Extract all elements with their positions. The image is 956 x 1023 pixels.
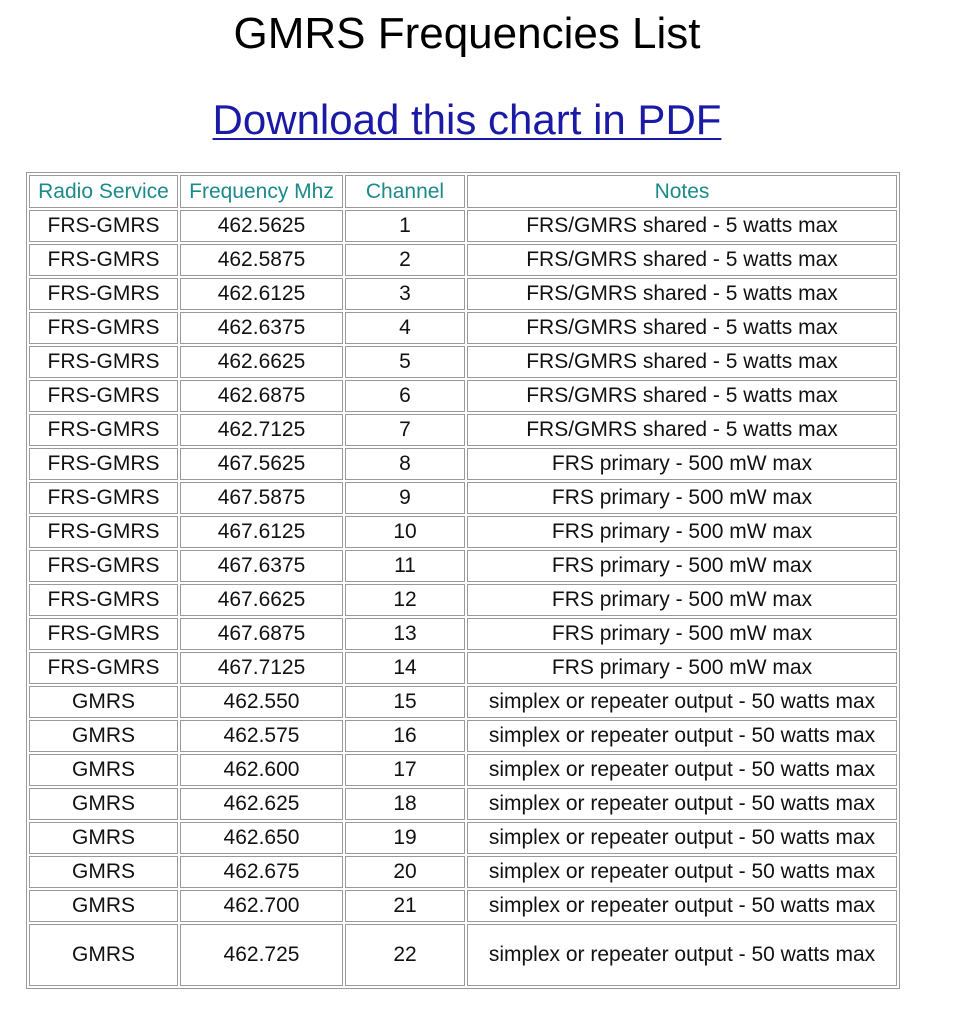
cell-radio-service: FRS-GMRS [29, 516, 178, 548]
cell-radio-service: GMRS [29, 822, 178, 854]
cell-radio-service: GMRS [29, 924, 178, 986]
cell-frequency: 462.6875 [180, 380, 343, 412]
table-row [29, 788, 897, 820]
download-pdf-link[interactable]: Download this chart in PDF [212, 96, 722, 143]
cell-notes: simplex or repeater output - 50 watts max [467, 822, 897, 854]
cell-notes: simplex or repeater output - 50 watts max [467, 754, 897, 786]
cell-frequency: 467.5875 [180, 482, 343, 514]
cell-channel: 9 [345, 482, 465, 514]
cell-channel: 7 [345, 414, 465, 446]
cell-notes: simplex or repeater output - 50 watts max [467, 686, 897, 718]
frequencies-table [26, 172, 900, 989]
cell-frequency: 467.7125 [180, 652, 343, 684]
cell-frequency: 462.675 [180, 856, 343, 888]
table-header-row [29, 175, 897, 208]
cell-notes: simplex or repeater output - 50 watts max [467, 856, 897, 888]
cell-radio-service: FRS-GMRS [29, 414, 178, 446]
page-title: GMRS Frequencies List [233, 9, 701, 58]
cell-notes: FRS primary - 500 mW max [467, 618, 897, 650]
cell-channel: 14 [345, 652, 465, 684]
cell-channel: 1 [345, 210, 465, 242]
cell-frequency: 462.575 [180, 720, 343, 752]
cell-channel: 2 [345, 244, 465, 276]
cell-frequency: 462.650 [180, 822, 343, 854]
cell-frequency: 467.6625 [180, 584, 343, 616]
cell-radio-service: FRS-GMRS [29, 312, 178, 344]
table-row [29, 550, 897, 582]
cell-channel: 8 [345, 448, 465, 480]
cell-notes: FRS/GMRS shared - 5 watts max [467, 278, 897, 310]
cell-channel: 3 [345, 278, 465, 310]
cell-frequency: 462.5875 [180, 244, 343, 276]
cell-channel: 16 [345, 720, 465, 752]
table-row [29, 414, 897, 446]
cell-channel: 13 [345, 618, 465, 650]
cell-channel: 5 [345, 346, 465, 378]
cell-notes: FRS primary - 500 mW max [467, 448, 897, 480]
table-row [29, 618, 897, 650]
cell-notes: FRS primary - 500 mW max [467, 652, 897, 684]
download-pdf-container [0, 94, 934, 146]
cell-channel: 17 [345, 754, 465, 786]
cell-notes: FRS/GMRS shared - 5 watts max [467, 210, 897, 242]
cell-frequency: 462.7125 [180, 414, 343, 446]
header-radio-service: Radio Service [29, 175, 178, 208]
cell-radio-service: FRS-GMRS [29, 210, 178, 242]
header-channel: Channel [345, 175, 465, 208]
table-row [29, 652, 897, 684]
table-row [29, 210, 897, 242]
cell-channel: 20 [345, 856, 465, 888]
cell-radio-service: GMRS [29, 890, 178, 922]
cell-radio-service: FRS-GMRS [29, 346, 178, 378]
cell-radio-service: FRS-GMRS [29, 652, 178, 684]
cell-notes: FRS primary - 500 mW max [467, 550, 897, 582]
cell-radio-service: FRS-GMRS [29, 448, 178, 480]
cell-radio-service: FRS-GMRS [29, 278, 178, 310]
header-notes: Notes [467, 175, 897, 208]
table-row [29, 856, 897, 888]
cell-radio-service: FRS-GMRS [29, 482, 178, 514]
table-row [29, 346, 897, 378]
header-frequency: Frequency Mhz [180, 175, 343, 208]
cell-frequency: 467.6125 [180, 516, 343, 548]
cell-channel: 11 [345, 550, 465, 582]
cell-notes: FRS/GMRS shared - 5 watts max [467, 244, 897, 276]
cell-notes: simplex or repeater output - 50 watts max [467, 720, 897, 752]
cell-frequency: 462.700 [180, 890, 343, 922]
cell-frequency: 467.6375 [180, 550, 343, 582]
cell-frequency: 462.550 [180, 686, 343, 718]
cell-radio-service: FRS-GMRS [29, 380, 178, 412]
cell-frequency: 462.600 [180, 754, 343, 786]
cell-channel: 10 [345, 516, 465, 548]
cell-radio-service: FRS-GMRS [29, 618, 178, 650]
cell-notes: FRS/GMRS shared - 5 watts max [467, 312, 897, 344]
cell-notes: simplex or repeater output - 50 watts max [467, 890, 897, 922]
table-row [29, 312, 897, 344]
cell-frequency: 467.6875 [180, 618, 343, 650]
table-row [29, 924, 897, 986]
cell-channel: 22 [345, 924, 465, 986]
cell-channel: 4 [345, 312, 465, 344]
cell-frequency: 467.5625 [180, 448, 343, 480]
cell-radio-service: GMRS [29, 720, 178, 752]
cell-notes: simplex or repeater output - 50 watts max [467, 788, 897, 820]
cell-radio-service: FRS-GMRS [29, 550, 178, 582]
table-row [29, 686, 897, 718]
cell-radio-service: GMRS [29, 856, 178, 888]
cell-channel: 15 [345, 686, 465, 718]
cell-channel: 18 [345, 788, 465, 820]
cell-notes: simplex or repeater output - 50 watts max [467, 924, 897, 986]
cell-radio-service: GMRS [29, 788, 178, 820]
table-row [29, 822, 897, 854]
table-row [29, 244, 897, 276]
table-row [29, 754, 897, 786]
table-row [29, 482, 897, 514]
cell-notes: FRS/GMRS shared - 5 watts max [467, 414, 897, 446]
table-row [29, 516, 897, 548]
cell-radio-service: FRS-GMRS [29, 584, 178, 616]
cell-notes: FRS/GMRS shared - 5 watts max [467, 380, 897, 412]
table-row [29, 890, 897, 922]
cell-notes: FRS/GMRS shared - 5 watts max [467, 346, 897, 378]
cell-notes: FRS primary - 500 mW max [467, 482, 897, 514]
table-row [29, 584, 897, 616]
cell-radio-service: GMRS [29, 686, 178, 718]
table-row [29, 448, 897, 480]
cell-frequency: 462.6375 [180, 312, 343, 344]
cell-channel: 21 [345, 890, 465, 922]
table-row [29, 380, 897, 412]
cell-radio-service: GMRS [29, 754, 178, 786]
cell-frequency: 462.6125 [180, 278, 343, 310]
cell-notes: FRS primary - 500 mW max [467, 516, 897, 548]
cell-channel: 6 [345, 380, 465, 412]
table-row [29, 278, 897, 310]
cell-frequency: 462.625 [180, 788, 343, 820]
cell-frequency: 462.6625 [180, 346, 343, 378]
cell-radio-service: FRS-GMRS [29, 244, 178, 276]
cell-notes: FRS primary - 500 mW max [467, 584, 897, 616]
table-row [29, 720, 897, 752]
cell-frequency: 462.5625 [180, 210, 343, 242]
cell-channel: 12 [345, 584, 465, 616]
cell-frequency: 462.725 [180, 924, 343, 986]
cell-channel: 19 [345, 822, 465, 854]
